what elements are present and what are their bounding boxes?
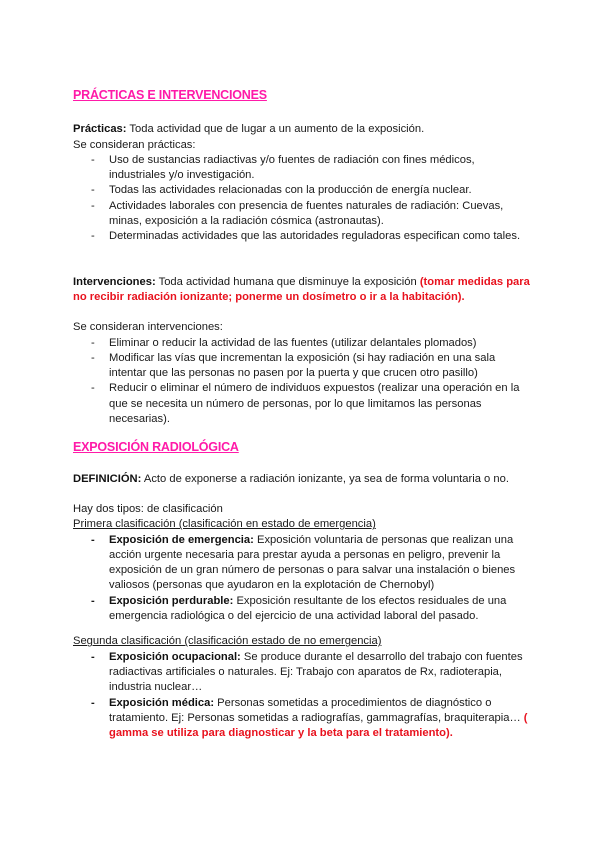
exposicion-definition (73, 472, 533, 487)
spacer (73, 487, 533, 502)
list-item: - Eliminar o reducir la actividad de las fuentes (utilizar delantales plomados) (73, 336, 533, 351)
document-body (73, 88, 533, 741)
intervenciones-label: Intervenciones: (73, 275, 156, 288)
segunda-clasificacion-heading: Segunda clasificación (clasificación estado de no emergencia) (73, 635, 382, 648)
spacer (73, 245, 533, 275)
definicion-label: DEFINICIÓN: (73, 472, 142, 485)
spacer (73, 305, 533, 320)
medica-note: ( gamma se utiliza para diagnosticar y la beta para el tratamiento). (109, 711, 528, 740)
practicas-label: Prácticas: (73, 123, 127, 136)
ocupacional-text: Se produce durante el desarrollo del trabajo con fuentes radiactivas artificiales o naturales. Ej: Trabajo con aparatos de Rx, radioterapia, industria nuclear… (109, 650, 523, 694)
list-item: - Modificar las vías que incrementan la exposición (si hay radiación en una sala intentar que las personas no pasen por la puerta y que crucen otro pasillo) (73, 351, 533, 382)
intervenciones-note: (tomar medidas para no recibir radiación ionizante; ponerme un dosímetro o ir a la habitación). (73, 275, 530, 303)
perdurable-label: Exposición perdurable: (109, 594, 234, 607)
list-item (73, 650, 533, 696)
ocupacional-label: Exposición ocupacional: (109, 650, 241, 663)
medica-label: Exposición médica: (109, 696, 215, 709)
medica-text: Personas sometidas a procedimientos de diagnóstico o tratamiento. Ej: Personas sometidas a radiografías, gammagrafías, braquiterapia… (109, 696, 524, 724)
list-item: - Determinadas actividades que las autoridades reguladoras especifican como tales. (73, 229, 533, 244)
perdurable-text: Exposición resultante de los efectos residuales de una emergencia radiológica o del ejercicio de una actividad laboral del pasado. (109, 594, 507, 623)
list-item: - Uso de sustancias radiactivas y/o fuentes de radiación con fines médicos, industriales y/o investigación. (73, 153, 533, 184)
intervenciones-list (73, 336, 533, 428)
section-title-exposicion: EXPOSICIÓN RADIOLÓGICA (73, 440, 239, 455)
practicas-intro: Se consideran prácticas: (73, 138, 196, 151)
list-item: - Reducir o eliminar el número de individuos expuestos (realizar una operación en la que se necesita un número de personas, por lo que limitamos las personas necesarias). (73, 381, 533, 427)
practicas-definition (73, 122, 533, 137)
tipos-intro: Hay dos tipos: de clasificación (73, 502, 223, 515)
definicion-text: Acto de exponerse a radiación ionizante, ya sea de forma voluntaria o no. (141, 472, 509, 485)
intervenciones-intro: Se consideran intervenciones: (73, 321, 223, 334)
primera-clasificacion-list (73, 533, 533, 625)
segunda-clasificacion-list (73, 650, 533, 742)
list-item: - Actividades laborales con presencia de fuentes naturales de radiación: Cuevas, minas, exposición a la radiación cósmica (astronautas). (73, 199, 533, 230)
emergencia-label: Exposición de emergencia: (109, 533, 254, 546)
spacer (73, 624, 533, 634)
intervenciones-definition (73, 275, 533, 306)
section-title-practicas: PRÁCTICAS E INTERVENCIONES (73, 88, 267, 102)
list-item (73, 533, 533, 594)
list-item: - Todas las actividades relacionadas con la producción de energía nuclear. (73, 183, 533, 198)
emergencia-text: Exposición voluntaria de personas que realizan una acción urgente necesaria para prestar ayuda a personas en peligro, prevenir la exposición de un gran número de personas o para salvar una instalación o bienes valiosos (personas que ayudaron en la explotación de Chernobyl) (109, 533, 516, 592)
list-item (73, 696, 533, 742)
practicas-text: Toda actividad que de lugar a un aumento de la exposición. (126, 123, 425, 136)
primera-clasificacion-heading: Primera clasificación (clasificación en estado de emergencia) (73, 518, 376, 531)
intervenciones-text: Toda actividad humana que disminuye la exposición (155, 275, 420, 288)
list-item (73, 594, 533, 625)
practicas-list (73, 153, 533, 245)
